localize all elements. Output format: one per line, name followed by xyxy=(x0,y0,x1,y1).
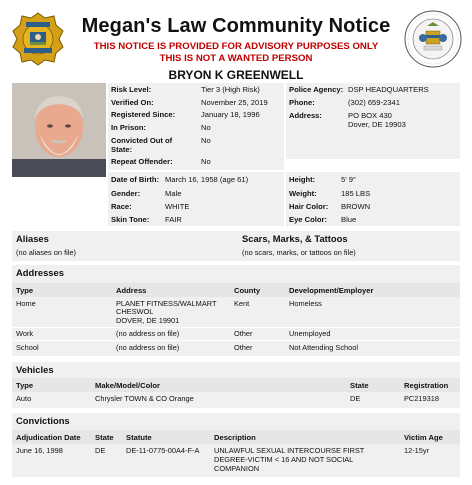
scars-heading: Scars, Marks, & Tattoos xyxy=(242,233,348,244)
address-row-school-type: School xyxy=(16,343,39,352)
registered-since-value: January 18, 1996 xyxy=(201,110,260,119)
risk-level-value: Tier 3 (High Risk) xyxy=(201,85,260,94)
vehicle-row-make: Chrysler TOWN & CO Orange xyxy=(95,394,194,403)
convictions-col-state: State xyxy=(95,433,114,442)
gender-value: Male xyxy=(165,189,182,198)
vehicles-col-type: Type xyxy=(16,381,34,390)
address-row-home-line1: PLANET FITNESS/WALMART xyxy=(116,299,217,308)
conviction-row-description-line2: DEGREE-VICTIM < 16 AND NOT SOCIAL xyxy=(214,455,354,464)
gender-label: Gender: xyxy=(111,189,141,198)
phone-label: Phone: xyxy=(289,98,315,107)
agency-address-label: Address: xyxy=(289,111,322,120)
address-row-work-type: Work xyxy=(16,329,34,338)
delaware-police-badge-icon xyxy=(12,12,64,66)
address-row-school-employer: Not Attending School xyxy=(289,343,359,352)
weight-label: Weight: xyxy=(289,189,317,198)
height-value: 5' 9" xyxy=(341,175,356,184)
race-value: WHITE xyxy=(165,202,190,211)
weight-value: 185 LBS xyxy=(341,189,371,198)
conviction-row-state: DE xyxy=(95,446,106,455)
agency-address-line2: Dover, DE 19903 xyxy=(348,120,406,129)
repeat-offender-value: No xyxy=(201,157,211,166)
addresses-col-county: County xyxy=(234,286,261,295)
convictions-col-date: Adjudication Date xyxy=(16,433,81,442)
scars-value: (no scars, marks, or tattoos on file) xyxy=(242,248,356,257)
convicted-out-of-state-label: Convicted Out of State: xyxy=(111,136,173,155)
conviction-row-victim-age: 12-15yr xyxy=(404,446,430,455)
address-divider xyxy=(12,340,460,341)
page-title: Megan's Law Community Notice xyxy=(81,15,391,37)
conviction-row-date: June 16, 1998 xyxy=(16,446,63,455)
addresses-col-type: Type xyxy=(16,286,34,295)
addresses-col-employer: Development/Employer xyxy=(289,286,374,295)
aliases-heading: Aliases xyxy=(16,233,49,244)
address-row-school-address: (no address on file) xyxy=(116,343,180,352)
person-name: BRYON K GREENWELL xyxy=(168,68,304,82)
vehicle-row-registration: PC219318 xyxy=(404,394,439,403)
address-row-home-line3: DOVER, DE 19901 xyxy=(116,316,180,325)
registered-since-label: Registered Since: xyxy=(111,110,176,119)
convictions-heading: Convictions xyxy=(16,415,70,426)
in-prison-value: No xyxy=(201,123,211,132)
dob-label: Date of Birth: xyxy=(111,175,160,184)
police-agency-value: DSP HEADQUARTERS xyxy=(348,85,429,94)
skin-tone-value: FAIR xyxy=(165,215,182,224)
eye-color-label: Eye Color: xyxy=(289,215,327,224)
police-agency-label: Police Agency: xyxy=(289,85,344,94)
verified-on-value: November 25, 2019 xyxy=(201,98,268,107)
vehicles-heading: Vehicles xyxy=(16,364,54,375)
vehicles-col-registration: Registration xyxy=(404,381,449,390)
verified-on-label: Verified On: xyxy=(111,98,154,107)
address-row-home-county: Kent xyxy=(234,299,250,308)
conviction-row-description-line3: COMPANION xyxy=(214,464,260,473)
not-wanted-notice: THIS IS NOT A WANTED PERSON xyxy=(159,53,313,64)
vehicles-header-bar xyxy=(12,378,460,392)
convictions-col-description: Description xyxy=(214,433,256,442)
risk-level-label: Risk Level: xyxy=(111,85,152,94)
addresses-heading: Addresses xyxy=(16,267,64,278)
vehicles-col-state: State xyxy=(350,381,369,390)
convictions-col-statute: Statute xyxy=(126,433,152,442)
conviction-row-description-line1: UNLAWFUL SEXUAL INTERCOURSE FIRST xyxy=(214,446,365,455)
offender-photo xyxy=(12,83,106,177)
race-label: Race: xyxy=(111,202,132,211)
vehicle-row-state: DE xyxy=(350,394,361,403)
height-label: Height: xyxy=(289,175,316,184)
agency-address-line1: PO BOX 430 xyxy=(348,111,392,120)
address-row-home-line2: CHESWOL xyxy=(116,307,154,316)
address-row-work-employer: Unemployed xyxy=(289,329,331,338)
dob-value: March 16, 1958 (age 61) xyxy=(165,175,249,184)
address-row-work-address: (no address on file) xyxy=(116,329,180,338)
eye-color-value: Blue xyxy=(341,215,357,224)
address-divider xyxy=(12,327,460,328)
address-row-home-employer: Homeless xyxy=(289,299,322,308)
in-prison-label: In Prison: xyxy=(111,123,147,132)
vehicles-col-make: Make/Model/Color xyxy=(95,381,160,390)
hair-color-label: Hair Color: xyxy=(289,202,329,211)
delaware-state-seal-icon xyxy=(404,10,462,68)
skin-tone-label: Skin Tone: xyxy=(111,215,150,224)
address-row-work-county: Other xyxy=(234,329,253,338)
advisory-notice: THIS NOTICE IS PROVIDED FOR ADVISORY PURPOSES ONLY xyxy=(93,41,379,52)
phone-value: (302) 659-2341 xyxy=(348,98,400,107)
repeat-offender-label: Repeat Offender: xyxy=(111,157,173,166)
address-row-home-type: Home xyxy=(16,299,36,308)
vehicle-row-type: Auto xyxy=(16,394,32,403)
address-row-school-county: Other xyxy=(234,343,253,352)
conviction-row-statute: DE-11-0775-00A4-F-A xyxy=(126,446,200,455)
aliases-value: (no aliases on file) xyxy=(16,248,76,257)
convictions-col-victim-age: Victim Age xyxy=(404,433,443,442)
addresses-col-address: Address xyxy=(116,286,147,295)
hair-color-value: BROWN xyxy=(341,202,371,211)
convicted-out-of-state-value: No xyxy=(201,136,211,145)
